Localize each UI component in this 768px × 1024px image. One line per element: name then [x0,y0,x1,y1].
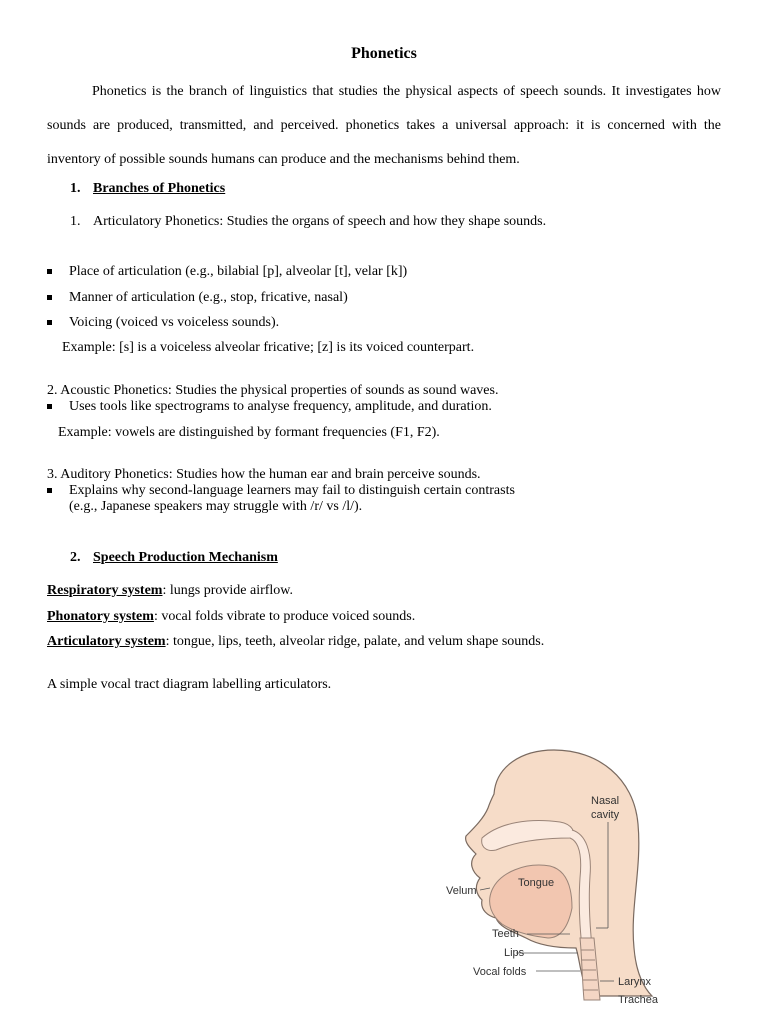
bullet-marker [47,320,52,325]
vocal-tract-diagram [430,738,680,1013]
auditory-heading: 3. Auditory Phonetics: Studies how the human ear and brain perceive sounds. [47,467,481,482]
label-vocal-folds: Vocal folds [473,966,527,978]
auditory-bullet-line2: (e.g., Japanese speakers may struggle with /r/ vs /l/). [69,499,363,514]
bullet-voicing: Voicing (voiced vs voiceless sounds). [69,315,280,330]
acoustic-example: Example: vowels are distinguished by formant frequencies (F1, F2). [58,425,440,440]
label-trachea: Trachea [618,994,658,1006]
system-desc: : lungs provide airflow. [162,583,293,598]
respiratory-system-line [47,583,293,599]
bullet-marker [47,295,52,300]
articulatory-item: 1. Articulatory Phonetics: Studies the organs of speech and how they shape sounds. [70,214,547,229]
section-2-title: Speech Production Mechanism [93,550,278,565]
label-cavity: cavity [591,809,620,821]
system-desc: : vocal folds vibrate to produce voiced sounds. [153,609,416,624]
bullet-marker [47,488,52,493]
intro-text: Phonetics is the branch of linguistics that studies the physical aspects of speech sounds. It investigates how sounds are produced, transmitted, and perceived. phonetics takes a universal approach: it is concerned with the inventory of possible sounds humans can produce and the mechanisms behind them. [47,84,721,167]
label-teeth: Teeth [492,928,519,940]
label-lips: Lips [504,947,525,959]
system-desc: : tongue, lips, teeth, alveolar ridge, palate, and velum shape sounds. [165,634,545,649]
label-velum: Velum [446,885,477,897]
label-nasal: Nasal [591,795,620,807]
intro-paragraph [47,75,721,177]
label-larynx: Larynx [618,976,652,988]
document-title: Phonetics [351,45,417,62]
bullet-place: Place of articulation (e.g., bilabial [p], alveolar [t], velar [k]) [69,264,408,279]
bullet-manner: Manner of articulation (e.g., stop, fricative, nasal) [69,290,348,305]
section-1-heading: 1. Branches of Phonetics [70,181,226,196]
diagram-caption: A simple vocal tract diagram labelling articulators. [47,677,332,692]
phonatory-system-line [47,609,415,625]
acoustic-heading: 2. Acoustic Phonetics: Studies the physical properties of sounds as sound waves. [47,383,499,398]
articulatory-text: Articulatory Phonetics: Studies the organs of speech and how they shape sounds. [93,214,547,229]
section-1-title: Branches of Phonetics [93,181,226,196]
auditory-bullet-line1: Explains why second-language learners may fail to distinguish certain contrasts [69,483,515,498]
articulatory-system-line [47,634,544,650]
system-term: Respiratory system [47,583,163,598]
label-tongue: Tongue [518,877,555,889]
system-term: Phonatory system [47,609,154,624]
bullet-marker [47,404,52,409]
bullet-marker [47,269,52,274]
system-term: Articulatory system [47,634,166,649]
section-2-heading: 2. Speech Production Mechanism [70,550,278,565]
acoustic-bullet: Uses tools like spectrograms to analyse frequency, amplitude, and duration. [69,399,492,414]
articulatory-example: Example: [s] is a voiceless alveolar fricative; [z] is its voiced counterpart. [62,340,475,355]
